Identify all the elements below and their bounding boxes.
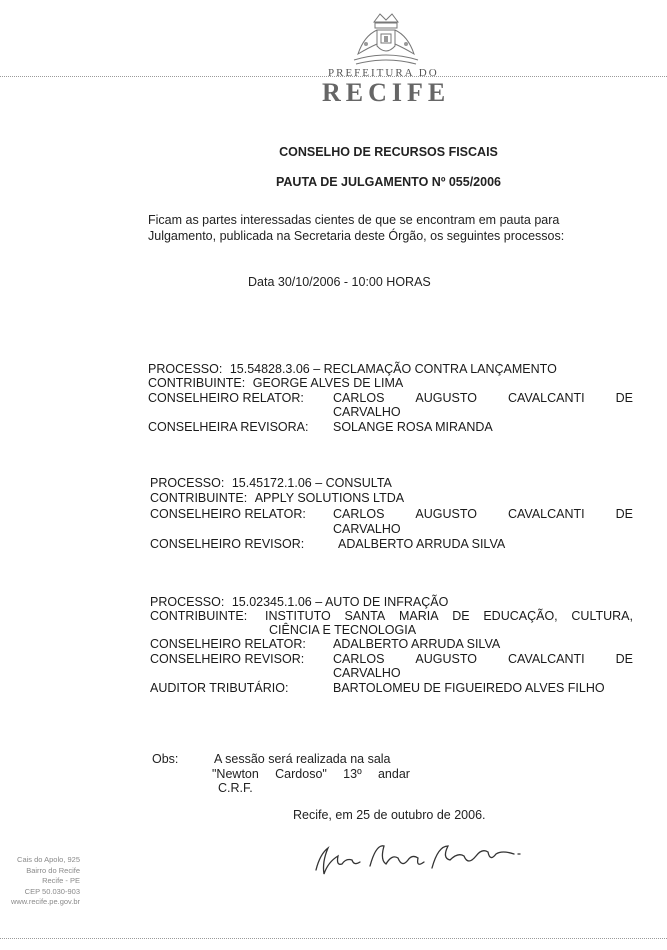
address-line: Recife - PE	[42, 876, 80, 885]
process-block-2	[150, 476, 633, 552]
contribuinte-word: DE	[452, 609, 470, 623]
relator-word: AUGUSTO	[415, 391, 477, 405]
relator-word: CARLOS	[333, 391, 385, 405]
contribuinte-word: SANTA	[344, 609, 386, 623]
contribuinte-word: EDUCAÇÃO,	[483, 609, 558, 623]
relator-word: CAVALCANTI	[507, 507, 585, 521]
revisor-word: DE	[615, 652, 633, 666]
revisor-continuation: CARVALHO	[333, 666, 401, 680]
contribuinte-line	[148, 376, 403, 390]
revisor-label: CONSELHEIRO REVISOR:	[150, 652, 305, 666]
process-block-3	[150, 595, 633, 697]
relator-word: AUGUSTO	[415, 507, 477, 521]
coat-of-arms-icon	[350, 10, 422, 68]
relator-value	[333, 391, 633, 405]
address-line: Cais do Apolo, 925	[17, 855, 80, 864]
obs-word: "Newton	[212, 767, 259, 781]
revisor-label: CONSELHEIRA REVISORA:	[148, 420, 309, 434]
footer-address	[2, 855, 80, 908]
relator-label: CONSELHEIRO RELATOR:	[148, 391, 304, 405]
process-line	[150, 476, 392, 490]
relator-value: ADALBERTO ARRUDA SILVA	[333, 637, 501, 651]
intro-line-1: Ficam as partes interessadas cientes de que se encontram em pauta para	[148, 213, 560, 227]
obs-word: 13º	[343, 767, 362, 781]
relator-word: DE	[615, 507, 633, 521]
session-date: Data 30/10/2006 - 10:00 HORAS	[248, 275, 431, 289]
obs-line-1: A sessão será realizada na sala	[214, 752, 391, 766]
revisor-value	[333, 652, 633, 666]
document-title: CONSELHO DE RECURSOS FISCAIS	[279, 145, 498, 159]
relator-label: CONSELHEIRO RELATOR:	[150, 637, 306, 651]
address-line: CEP 50.030-903	[24, 886, 80, 896]
contribuinte-continuation: CIÊNCIA E TECNOLOGIA	[269, 623, 417, 637]
contribuinte-word: INSTITUTO	[265, 609, 331, 623]
address-line: Bairro do Recife	[26, 865, 80, 875]
contribuinte-label: CONTRIBUINTE:	[150, 609, 248, 623]
process-label: PROCESSO:	[150, 595, 225, 609]
contribuinte-value	[265, 609, 633, 623]
process-value: 15.45172.1.06 – CONSULTA	[231, 476, 392, 490]
contribuinte-label: CONTRIBUINTE:	[150, 491, 248, 505]
revisor-word: CARLOS	[333, 652, 385, 666]
relator-word: DE	[615, 391, 633, 405]
intro-line-2: Julgamento, publicada na Secretaria deste Órgão, os seguintes processos:	[148, 229, 565, 243]
bottom-divider	[0, 938, 667, 939]
intro-paragraph	[148, 212, 588, 244]
process-line	[150, 595, 448, 609]
obs-line-3: C.R.F.	[218, 781, 253, 795]
relator-label: CONSELHEIRO RELATOR:	[150, 507, 306, 521]
process-label: PROCESSO:	[150, 476, 225, 490]
process-label: PROCESSO:	[148, 362, 223, 376]
contribuinte-value: APPLY SOLUTIONS LTDA	[254, 491, 405, 505]
address-line: www.recife.pe.gov.br	[10, 897, 80, 906]
process-value: 15.02345.1.06 – AUTO DE INFRAÇÃO	[231, 595, 449, 609]
revisor-word: AUGUSTO	[415, 652, 477, 666]
contribuinte-line	[150, 491, 404, 505]
signature-icon	[308, 832, 533, 882]
obs-word: andar	[377, 767, 410, 781]
relator-continuation: CARVALHO	[333, 522, 401, 536]
revisor-label: CONSELHEIRO REVISOR:	[150, 537, 305, 551]
place-date: Recife, em 25 de outubro de 2006.	[293, 808, 486, 822]
process-value: 15.54828.3.06 – RECLAMAÇÃO CONTRA LANÇAMENTO	[229, 362, 557, 376]
relator-word: CAVALCANTI	[507, 391, 585, 405]
revisor-value: SOLANGE ROSA MIRANDA	[333, 420, 493, 434]
obs-block	[152, 752, 422, 796]
relator-value	[333, 507, 633, 521]
contribuinte-word: MARIA	[398, 609, 439, 623]
header-divider	[0, 76, 667, 77]
obs-line-2	[212, 767, 410, 781]
revisor-word: CAVALCANTI	[507, 652, 585, 666]
process-block-1	[148, 362, 633, 436]
relator-word: CARLOS	[333, 507, 385, 521]
recife-logo-text: RECIFE	[322, 78, 451, 107]
contribuinte-label: CONTRIBUINTE:	[148, 376, 246, 390]
relator-continuation: CARVALHO	[333, 405, 401, 419]
process-line	[148, 362, 557, 376]
contribuinte-value: GEORGE ALVES DE LIMA	[252, 376, 404, 390]
obs-word: Cardoso"	[275, 767, 327, 781]
contribuinte-word: CULTURA,	[571, 609, 633, 623]
auditor-label: AUDITOR TRIBUTÁRIO:	[150, 681, 289, 695]
obs-label: Obs:	[152, 752, 179, 766]
prefeitura-label: PREFEITURA DO	[328, 67, 439, 79]
revisor-value: ADALBERTO ARRUDA SILVA	[338, 537, 506, 551]
auditor-value: BARTOLOMEU DE FIGUEIREDO ALVES FILHO	[333, 681, 605, 695]
document-subtitle: PAUTA DE JULGAMENTO Nº 055/2006	[276, 175, 501, 189]
